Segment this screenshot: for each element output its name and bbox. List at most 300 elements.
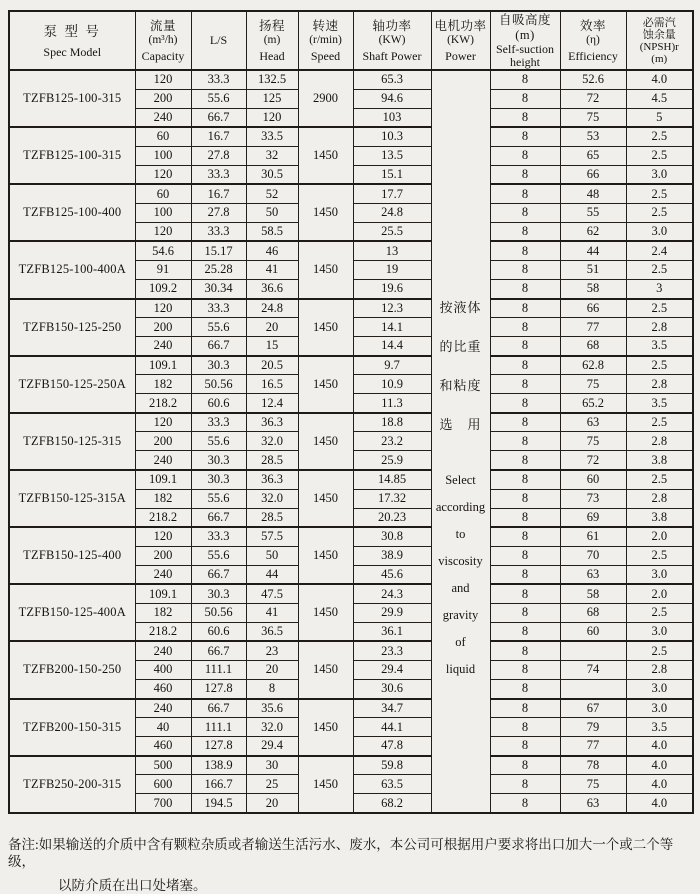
head-cell: 36.3	[246, 413, 298, 432]
efficiency-cell: 65	[560, 146, 626, 165]
eff-header-unit: (η)	[586, 33, 600, 46]
capacity-cell: 240	[135, 451, 191, 470]
head-header-unit: (m)	[263, 33, 281, 46]
efficiency-cell: 58	[560, 584, 626, 603]
npsh-cell: 2.5	[626, 203, 693, 222]
ls-cell: 50.56	[191, 603, 246, 622]
capacity-cell: 200	[135, 546, 191, 565]
shaft-power-cell: 47.8	[353, 737, 431, 756]
col-header-efficiency	[560, 11, 626, 70]
npsh-cell: 3.8	[626, 508, 693, 527]
shaft-power-cell: 34.7	[353, 699, 431, 718]
table-row	[9, 356, 693, 375]
capacity-cell: 200	[135, 89, 191, 108]
capacity-cell: 240	[135, 108, 191, 127]
suction-height-cell: 8	[490, 622, 560, 641]
capacity-cell: 120	[135, 70, 191, 89]
npsh-cell: 2.5	[626, 603, 693, 622]
ls-cell: 127.8	[191, 680, 246, 699]
ls-header-label: L/S	[209, 33, 228, 47]
power-header-unit: (KW)	[447, 33, 474, 46]
capacity-cell: 240	[135, 641, 191, 660]
ls-cell: 194.5	[191, 794, 246, 813]
speed-cell: 1450	[298, 413, 353, 470]
model-cell: TZFB150-125-250A	[9, 356, 135, 413]
npsh-cell: 3.0	[626, 699, 693, 718]
suction-height-cell: 8	[490, 737, 560, 756]
suction-height-cell: 8	[490, 584, 560, 603]
head-cell: 29.4	[246, 737, 298, 756]
efficiency-cell: 77	[560, 318, 626, 337]
efficiency-cell: 68	[560, 603, 626, 622]
model-cell: TZFB150-125-315	[9, 413, 135, 470]
efficiency-cell: 69	[560, 508, 626, 527]
power-note-line: 的比重	[439, 339, 482, 355]
model-cell: TZFB125-100-315	[9, 127, 135, 184]
efficiency-cell: 66	[560, 165, 626, 184]
ls-cell: 16.7	[191, 184, 246, 203]
shaft-power-cell: 14.1	[353, 318, 431, 337]
head-cell: 20	[246, 660, 298, 679]
capacity-cell: 109.2	[135, 280, 191, 299]
capacity-cell: 460	[135, 737, 191, 756]
capacity-cell: 120	[135, 299, 191, 318]
suction-height-cell: 8	[490, 756, 560, 775]
speed-cell: 1450	[298, 356, 353, 413]
shaft-power-cell: 103	[353, 108, 431, 127]
head-cell: 32	[246, 146, 298, 165]
power-header-zh: 电机功率	[434, 18, 487, 33]
efficiency-cell: 63	[560, 794, 626, 813]
efficiency-cell: 75	[560, 108, 626, 127]
ls-cell: 55.6	[191, 318, 246, 337]
suction-height-cell: 8	[490, 70, 560, 89]
footnote	[8, 836, 696, 894]
shaft-power-cell: 29.4	[353, 660, 431, 679]
speed-cell: 1450	[298, 584, 353, 641]
power-note-line: 选 用	[439, 417, 482, 433]
shaft-power-cell: 29.9	[353, 603, 431, 622]
suction-height-cell: 8	[490, 660, 560, 679]
power-header-en: Power	[445, 48, 476, 63]
power-note-line: of	[455, 635, 466, 650]
power-note-line: 按液体	[439, 300, 482, 316]
shaft-power-cell: 30.6	[353, 680, 431, 699]
npsh-cell: 2.8	[626, 375, 693, 394]
head-header-zh: 扬程	[258, 18, 285, 33]
shaft-power-cell: 36.1	[353, 622, 431, 641]
npsh-cell: 4.0	[626, 737, 693, 756]
npsh-cell: 2.5	[626, 413, 693, 432]
suction-height-cell: 8	[490, 508, 560, 527]
npsh-cell: 2.5	[626, 127, 693, 146]
shaft-power-cell: 10.9	[353, 375, 431, 394]
head-cell: 50	[246, 546, 298, 565]
head-cell: 36.3	[246, 470, 298, 489]
ls-cell: 66.7	[191, 337, 246, 356]
npsh-cell: 5	[626, 108, 693, 127]
ls-cell: 30.3	[191, 451, 246, 470]
ls-cell: 33.3	[191, 527, 246, 546]
head-cell: 36.5	[246, 622, 298, 641]
ls-cell: 33.3	[191, 165, 246, 184]
efficiency-cell: 63	[560, 565, 626, 584]
suction-height-cell: 8	[490, 680, 560, 699]
capacity-cell: 91	[135, 260, 191, 279]
suction-height-cell: 8	[490, 394, 560, 413]
speed-cell: 1450	[298, 299, 353, 356]
suction-height-cell: 8	[490, 794, 560, 813]
npsh-cell: 4.0	[626, 70, 693, 89]
shaft-power-cell: 19.6	[353, 280, 431, 299]
suction-height-cell: 8	[490, 699, 560, 718]
capacity-cell: 40	[135, 718, 191, 737]
efficiency-cell: 53	[560, 127, 626, 146]
col-header-capacity	[135, 11, 191, 70]
head-cell: 8	[246, 680, 298, 699]
suction-height-cell: 8	[490, 356, 560, 375]
head-cell: 33.5	[246, 127, 298, 146]
suction-height-cell: 8	[490, 413, 560, 432]
suction-height-cell: 8	[490, 489, 560, 508]
npsh-cell: 4.5	[626, 89, 693, 108]
table-row	[9, 184, 693, 203]
shaft-power-cell: 24.3	[353, 584, 431, 603]
shaft-power-cell: 59.8	[353, 756, 431, 775]
ls-cell: 66.7	[191, 641, 246, 660]
npsh-cell: 2.8	[626, 432, 693, 451]
head-cell: 132.5	[246, 70, 298, 89]
efficiency-cell: 63	[560, 413, 626, 432]
power-note-line: to	[455, 527, 466, 542]
npsh-cell: 3.5	[626, 394, 693, 413]
head-cell: 32.0	[246, 489, 298, 508]
capacity-cell: 100	[135, 146, 191, 165]
efficiency-cell: 72	[560, 451, 626, 470]
power-note-line: 和粘度	[439, 378, 482, 394]
efficiency-cell	[560, 641, 626, 660]
shaft-power-cell: 17.7	[353, 184, 431, 203]
head-cell: 20	[246, 318, 298, 337]
suction-height-cell: 8	[490, 451, 560, 470]
capacity-cell: 400	[135, 660, 191, 679]
efficiency-cell: 65.2	[560, 394, 626, 413]
shaft-power-cell: 17.32	[353, 489, 431, 508]
speed-cell: 2900	[298, 70, 353, 127]
power-note-line: gravity	[442, 608, 479, 623]
ls-cell: 111.1	[191, 718, 246, 737]
shaft-power-cell: 9.7	[353, 356, 431, 375]
table-row	[9, 470, 693, 489]
efficiency-cell: 55	[560, 203, 626, 222]
suction-header-zh: 自吸高度(m)	[498, 12, 551, 42]
ls-cell: 60.6	[191, 622, 246, 641]
capacity-cell: 200	[135, 318, 191, 337]
shaft-power-cell: 15.1	[353, 165, 431, 184]
table-row	[9, 584, 693, 603]
ls-cell: 27.8	[191, 146, 246, 165]
table-row	[9, 527, 693, 546]
speed-header-en: Speed	[310, 48, 341, 63]
head-cell: 16.5	[246, 375, 298, 394]
efficiency-cell: 58	[560, 280, 626, 299]
head-cell: 20	[246, 794, 298, 813]
suction-header-en1: Self-suction	[496, 41, 554, 56]
npsh-cell: 3.0	[626, 222, 693, 241]
head-cell: 120	[246, 108, 298, 127]
table-row	[9, 641, 693, 660]
header-row	[9, 11, 693, 70]
efficiency-cell: 73	[560, 489, 626, 508]
head-cell: 23	[246, 641, 298, 660]
npsh-header-unit: (m)	[651, 52, 668, 65]
capacity-cell: 120	[135, 413, 191, 432]
ls-cell: 33.3	[191, 413, 246, 432]
head-cell: 32.0	[246, 432, 298, 451]
speed-header-unit: (r/min)	[309, 33, 342, 46]
ls-cell: 66.7	[191, 508, 246, 527]
suction-height-cell: 8	[490, 546, 560, 565]
head-cell: 47.5	[246, 584, 298, 603]
eff-header-zh: 效率	[579, 18, 606, 33]
suction-height-cell: 8	[490, 184, 560, 203]
motor-power-note	[432, 193, 490, 676]
ls-cell: 111.1	[191, 660, 246, 679]
shaft-power-cell: 65.3	[353, 70, 431, 89]
ls-cell: 66.7	[191, 565, 246, 584]
suction-height-cell: 8	[490, 641, 560, 660]
ls-cell: 66.7	[191, 108, 246, 127]
efficiency-cell: 75	[560, 775, 626, 794]
shaft-power-cell: 25.9	[353, 451, 431, 470]
speed-cell: 1450	[298, 641, 353, 698]
model-header-en: Spec Model	[43, 44, 102, 59]
efficiency-cell: 77	[560, 737, 626, 756]
footnote-line2: 以防介质在出口处堵塞。	[58, 878, 207, 893]
efficiency-cell: 68	[560, 337, 626, 356]
model-cell: TZFB125-100-315	[9, 70, 135, 127]
efficiency-cell: 66	[560, 299, 626, 318]
suction-height-cell: 8	[490, 299, 560, 318]
npsh-cell: 2.5	[626, 299, 693, 318]
head-cell: 30.5	[246, 165, 298, 184]
speed-header-zh: 转速	[312, 18, 339, 33]
model-cell: TZFB250-200-315	[9, 756, 135, 813]
efficiency-cell: 52.6	[560, 70, 626, 89]
speed-cell: 1450	[298, 241, 353, 298]
ls-cell: 60.6	[191, 394, 246, 413]
ls-cell: 166.7	[191, 775, 246, 794]
efficiency-cell: 79	[560, 718, 626, 737]
col-header-motor-power	[431, 11, 490, 70]
suction-height-cell: 8	[490, 775, 560, 794]
capacity-cell: 200	[135, 432, 191, 451]
head-cell: 28.5	[246, 508, 298, 527]
shaft-power-cell: 10.3	[353, 127, 431, 146]
capacity-cell: 218.2	[135, 394, 191, 413]
capacity-header-zh: 流量	[149, 18, 176, 33]
npsh-cell: 2.8	[626, 489, 693, 508]
shaft-power-cell: 23.2	[353, 432, 431, 451]
ls-cell: 33.3	[191, 70, 246, 89]
shaft-header-unit: (KW)	[378, 33, 406, 46]
ls-cell: 55.6	[191, 546, 246, 565]
efficiency-cell: 74	[560, 660, 626, 679]
capacity-cell: 240	[135, 565, 191, 584]
head-cell: 30	[246, 756, 298, 775]
npsh-cell: 2.5	[626, 146, 693, 165]
capacity-header-en: Capacity	[141, 48, 185, 63]
model-cell: TZFB125-100-400A	[9, 241, 135, 298]
head-cell: 44	[246, 565, 298, 584]
npsh-cell: 3.8	[626, 451, 693, 470]
model-cell: TZFB125-100-400	[9, 184, 135, 241]
model-cell: TZFB150-125-250	[9, 299, 135, 356]
power-note-line: liquid	[445, 662, 476, 677]
shaft-power-cell: 94.6	[353, 89, 431, 108]
model-cell: TZFB150-125-400	[9, 527, 135, 584]
capacity-cell: 182	[135, 603, 191, 622]
ls-cell: 25.28	[191, 260, 246, 279]
efficiency-cell: 51	[560, 260, 626, 279]
head-cell: 28.5	[246, 451, 298, 470]
shaft-power-cell: 18.8	[353, 413, 431, 432]
ls-cell: 127.8	[191, 737, 246, 756]
power-note-line: according	[435, 500, 486, 515]
ls-cell: 33.3	[191, 222, 246, 241]
capacity-cell: 182	[135, 489, 191, 508]
suction-height-cell: 8	[490, 565, 560, 584]
speed-cell: 1450	[298, 127, 353, 184]
ls-cell: 27.8	[191, 203, 246, 222]
npsh-cell: 2.4	[626, 241, 693, 260]
npsh-cell: 2.5	[626, 641, 693, 660]
npsh-cell: 2.8	[626, 660, 693, 679]
shaft-power-cell: 13	[353, 241, 431, 260]
shaft-power-cell: 14.4	[353, 337, 431, 356]
table-row	[9, 699, 693, 718]
efficiency-cell: 62.8	[560, 356, 626, 375]
suction-header-en2: height	[510, 54, 540, 69]
suction-height-cell: 8	[490, 337, 560, 356]
ls-cell: 30.34	[191, 280, 246, 299]
col-header-head	[246, 11, 298, 70]
efficiency-cell: 70	[560, 546, 626, 565]
eff-header-en: Efficiency	[568, 48, 618, 63]
head-cell: 41	[246, 260, 298, 279]
model-cell: TZFB200-150-250	[9, 641, 135, 698]
ls-cell: 30.3	[191, 356, 246, 375]
footnote-line1: 备注:如果输送的介质中含有颗粒杂质或者输送生活污水、废水，本公司可根据用户要求将出口加大一个或二个等级，	[8, 837, 674, 869]
ls-cell: 16.7	[191, 127, 246, 146]
shaft-power-cell: 19	[353, 260, 431, 279]
table-row	[9, 127, 693, 146]
capacity-cell: 109.1	[135, 470, 191, 489]
suction-height-cell: 8	[490, 203, 560, 222]
col-header-model	[9, 11, 135, 70]
capacity-cell: 120	[135, 165, 191, 184]
suction-height-cell: 8	[490, 222, 560, 241]
suction-height-cell: 8	[490, 146, 560, 165]
table-row	[9, 756, 693, 775]
table-row	[9, 70, 693, 89]
npsh-cell: 4.0	[626, 794, 693, 813]
capacity-cell: 182	[135, 375, 191, 394]
shaft-power-cell: 45.6	[353, 565, 431, 584]
npsh-cell: 2.5	[626, 184, 693, 203]
suction-height-cell: 8	[490, 527, 560, 546]
npsh-header-zh2: 蚀余量	[642, 28, 676, 41]
power-note-line: viscosity	[438, 554, 483, 569]
suction-height-cell: 8	[490, 108, 560, 127]
speed-cell: 1450	[298, 470, 353, 527]
efficiency-cell: 60	[560, 622, 626, 641]
head-cell: 41	[246, 603, 298, 622]
motor-power-note-cell	[431, 70, 490, 813]
npsh-cell: 3.5	[626, 718, 693, 737]
capacity-cell: 100	[135, 203, 191, 222]
head-header-en: Head	[259, 48, 285, 63]
capacity-cell: 120	[135, 222, 191, 241]
speed-cell: 1450	[298, 699, 353, 756]
capacity-cell: 60	[135, 184, 191, 203]
pump-spec-table	[8, 10, 694, 814]
suction-height-cell: 8	[490, 280, 560, 299]
head-cell: 46	[246, 241, 298, 260]
shaft-power-cell: 44.1	[353, 718, 431, 737]
capacity-cell: 600	[135, 775, 191, 794]
spec-table-body	[9, 70, 693, 813]
capacity-header-unit: (m³/h)	[148, 33, 178, 46]
speed-cell: 1450	[298, 184, 353, 241]
shaft-header-en: Shaft Power	[362, 48, 422, 63]
npsh-cell: 3.0	[626, 622, 693, 641]
efficiency-cell: 75	[560, 432, 626, 451]
ls-cell: 138.9	[191, 756, 246, 775]
head-cell: 57.5	[246, 527, 298, 546]
suction-height-cell: 8	[490, 603, 560, 622]
efficiency-cell: 67	[560, 699, 626, 718]
col-header-npsh	[626, 11, 693, 70]
head-cell: 36.6	[246, 280, 298, 299]
efficiency-cell: 78	[560, 756, 626, 775]
capacity-cell: 120	[135, 527, 191, 546]
npsh-cell: 3.5	[626, 337, 693, 356]
head-cell: 20.5	[246, 356, 298, 375]
table-row	[9, 299, 693, 318]
suction-height-cell: 8	[490, 89, 560, 108]
efficiency-cell: 62	[560, 222, 626, 241]
model-cell: TZFB200-150-315	[9, 699, 135, 756]
suction-height-cell: 8	[490, 470, 560, 489]
npsh-cell: 2.5	[626, 546, 693, 565]
shaft-power-cell: 30.8	[353, 527, 431, 546]
head-cell: 35.6	[246, 699, 298, 718]
model-cell: TZFB150-125-315A	[9, 470, 135, 527]
suction-height-cell: 8	[490, 718, 560, 737]
ls-cell: 30.3	[191, 584, 246, 603]
capacity-cell: 700	[135, 794, 191, 813]
shaft-power-cell: 68.2	[353, 794, 431, 813]
shaft-power-cell: 25.5	[353, 222, 431, 241]
ls-cell: 50.56	[191, 375, 246, 394]
ls-cell: 55.6	[191, 432, 246, 451]
head-cell: 125	[246, 89, 298, 108]
capacity-cell: 218.2	[135, 622, 191, 641]
shaft-power-cell: 13.5	[353, 146, 431, 165]
suction-height-cell: 8	[490, 127, 560, 146]
capacity-cell: 500	[135, 756, 191, 775]
